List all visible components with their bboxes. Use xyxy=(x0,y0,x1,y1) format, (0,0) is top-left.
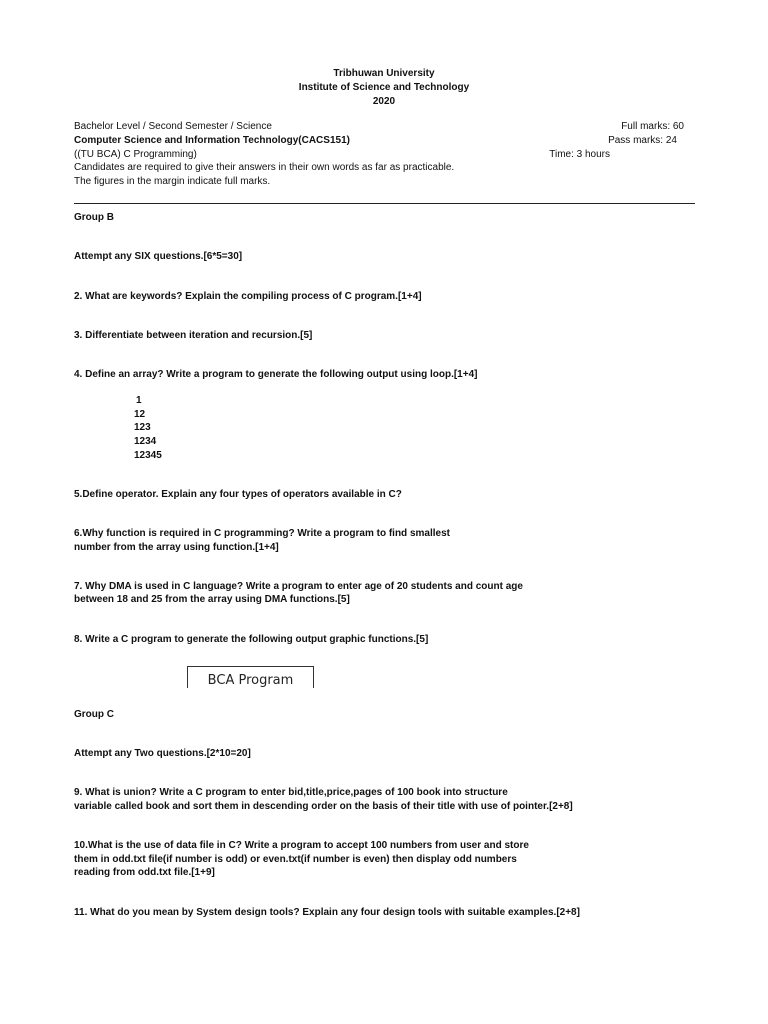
question-10-line-1: 10.What is the use of data file in C? Write a program to accept 100 numbers from user and store xyxy=(74,840,529,851)
header-divider xyxy=(74,203,695,204)
question-11: 11. What do you mean by System design tools? Explain any four design tools with suitable examples.[2+8] xyxy=(74,907,580,918)
subject-line: ((TU BCA) C Programming) xyxy=(74,149,197,160)
exam-year: 2020 xyxy=(372,96,396,107)
question-2: 2. What are keywords? Explain the compiling process of C program.[1+4] xyxy=(74,291,422,302)
institute-name: Institute of Science and Technology xyxy=(298,82,470,93)
question-3: 3. Differentiate between iteration and recursion.[5] xyxy=(74,330,313,341)
instruction-line-1: Candidates are required to give their answers in their own words as far as practicable. xyxy=(74,162,455,173)
pattern-row: 1 xyxy=(136,395,142,406)
question-10-line-3: reading from odd.txt file.[1+9] xyxy=(74,867,215,878)
pass-marks: Pass marks: 24 xyxy=(608,135,677,146)
question-7-line-1: 7. Why DMA is used in C language? Write a program to enter age of 20 students and count age xyxy=(74,581,523,592)
question-9-line-2: variable called book and sort them in descending order on the basis of their title with use of pointer.[2+8] xyxy=(74,801,573,812)
bca-program-figure: BCA Program xyxy=(187,666,314,688)
question-6-line-2: number from the array using function.[1+4] xyxy=(74,542,279,553)
question-10-line-2: them in odd.txt file(if number is odd) or even.txt(if number is even) then display odd numbers xyxy=(74,854,517,865)
instruction-line-2: The figures in the margin indicate full marks. xyxy=(74,176,271,187)
group-c-title: Group C xyxy=(74,709,114,720)
question-4: 4. Define an array? Write a program to generate the following output using loop.[1+4] xyxy=(74,369,478,380)
group-b-title: Group B xyxy=(74,212,114,223)
pattern-row: 12 xyxy=(134,409,146,420)
question-6-line-1: 6.Why function is required in C programming? Write a program to find smallest xyxy=(74,528,450,539)
pattern-row: 12345 xyxy=(134,450,162,461)
level-line: Bachelor Level / Second Semester / Science xyxy=(74,121,272,132)
pattern-row: 123 xyxy=(134,422,151,433)
question-8: 8. Write a C program to generate the following output graphic functions.[5] xyxy=(74,634,429,645)
course-line: Computer Science and Information Technology(CACS151) xyxy=(74,135,350,146)
full-marks: Full marks: 60 xyxy=(621,121,684,132)
question-5: 5.Define operator. Explain any four types of operators available in C? xyxy=(74,489,402,500)
question-7-line-2: between 18 and 25 from the array using DMA functions.[5] xyxy=(74,594,350,605)
university-name: Tribhuwan University xyxy=(333,68,435,79)
question-9-line-1: 9. What is union? Write a C program to enter bid,title,price,pages of 100 book into structure xyxy=(74,787,508,798)
group-c-instruction: Attempt any Two questions.[2*10=20] xyxy=(74,748,251,759)
time-allowed: Time: 3 hours xyxy=(549,149,610,160)
group-b-instruction: Attempt any SIX questions.[6*5=30] xyxy=(74,251,243,262)
pattern-row: 1234 xyxy=(134,436,157,447)
